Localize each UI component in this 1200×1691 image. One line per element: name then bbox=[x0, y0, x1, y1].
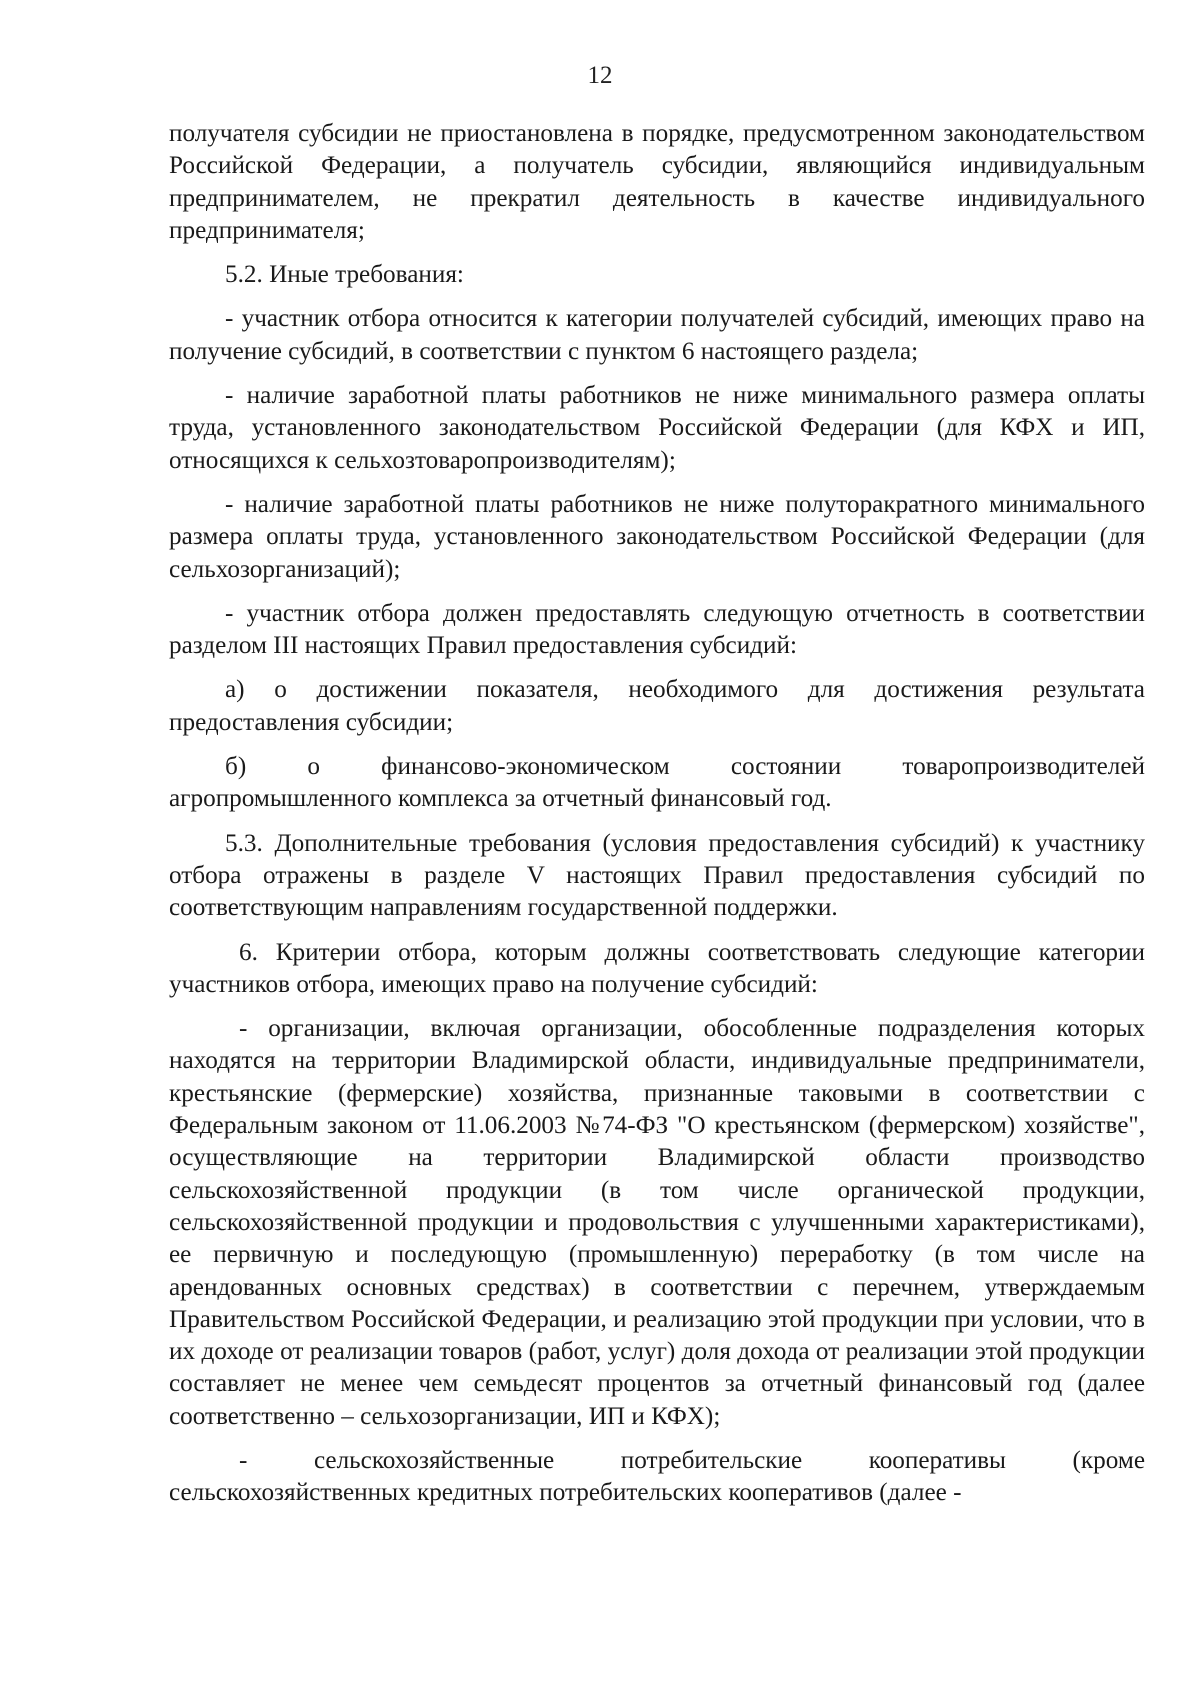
paragraph-section-5-3: 5.3. Дополнительные требования (условия предоставления субсидий) к участнику отбора отражены в разделе V настоящих Правил предоставления субсидий по соответствующим направлениям государственной поддержки. bbox=[169, 829, 1145, 922]
paragraph-requirement-min-wage: - наличие заработной платы работников не ниже минимального размера оплаты труда, установленного законодательством Российской Федерации (для КФХ и ИП, относящихся к сельхозтоваропроизводителям); bbox=[169, 382, 1145, 474]
paragraph-cooperatives: - сельскохозяйственные потребительские кооперативы (кроме сельскохозяйственных кредитных потребительских кооперативов (далее - bbox=[169, 1446, 1145, 1507]
paragraph-organizations: - организации, включая организации, обособленные подразделения которых находятся на территории Владимирской области, индивидуальные предприниматели, крестьянские (фермерские) хозяйства, признанные таковыми в соответствии с Федеральным законом от 11.06.2003 №74-ФЗ "О крестьянском (фермерском) хозяйстве", осуществляющие на территории Владимирской области производство сельскохозяйственной продукции (в том числе органической продукции, сельскохозяйственной продукции и продовольствия с улучшенными характеристиками), ее первичную и последующую (промышленную) переработку (в том числе на арендованных основных средствах) в соответствии с перечнем, утверждаемым Правительством Российской Федерации, и реализацию этой продукции при условии, что в их доходе от реализации товаров (работ, услуг) доля дохода от реализации этой продукции составляет не менее чем семьдесят процентов за отчетный финансовый год (далее соответственно – сельхозорганизации, ИП и КФХ); bbox=[169, 1015, 1145, 1430]
paragraph-item-b: б) о финансово-экономическом состоянии товаропроизводителей агропромышленного комплекса за отчетный финансовый год. bbox=[169, 753, 1145, 813]
page-number: 12 bbox=[587, 62, 613, 89]
paragraph-item-a: а) о достижении показателя, необходимого для достижения результата предоставления субсидии; bbox=[169, 676, 1145, 736]
paragraph-section-6: 6. Критерии отбора, которым должны соответствовать следующие категории участников отбора, имеющих право на получение субсидий: bbox=[169, 938, 1145, 998]
paragraph-requirement-reporting: - участник отбора должен предоставлять следующую отчетность в соответствии разделом III настоящих Правил предоставления субсидий: bbox=[169, 599, 1145, 660]
paragraph-requirement-wage-agri: - наличие заработной платы работников не ниже полуторакратного минимального размера оплаты труда, установленного законодательством Российской Федерации (для сельхозорганизаций); bbox=[169, 490, 1145, 583]
paragraph-requirement-category: - участник отбора относится к категории получателей субсидий, имеющих право на получение субсидий, в соответствии с пунктом 6 настоящего раздела; bbox=[169, 305, 1145, 365]
paragraph-continuation: получателя субсидии не приостановлена в порядке, предусмотренном законодательством Российской Федерации, а получатель субсидии, являющийся индивидуальным предпринимателем, не прекратил деятельность в качестве индивидуального предпринимателя; bbox=[169, 120, 1145, 244]
paragraph-section-5-2: 5.2. Иные требования: bbox=[225, 261, 464, 289]
document-body bbox=[169, 118, 1145, 1510]
